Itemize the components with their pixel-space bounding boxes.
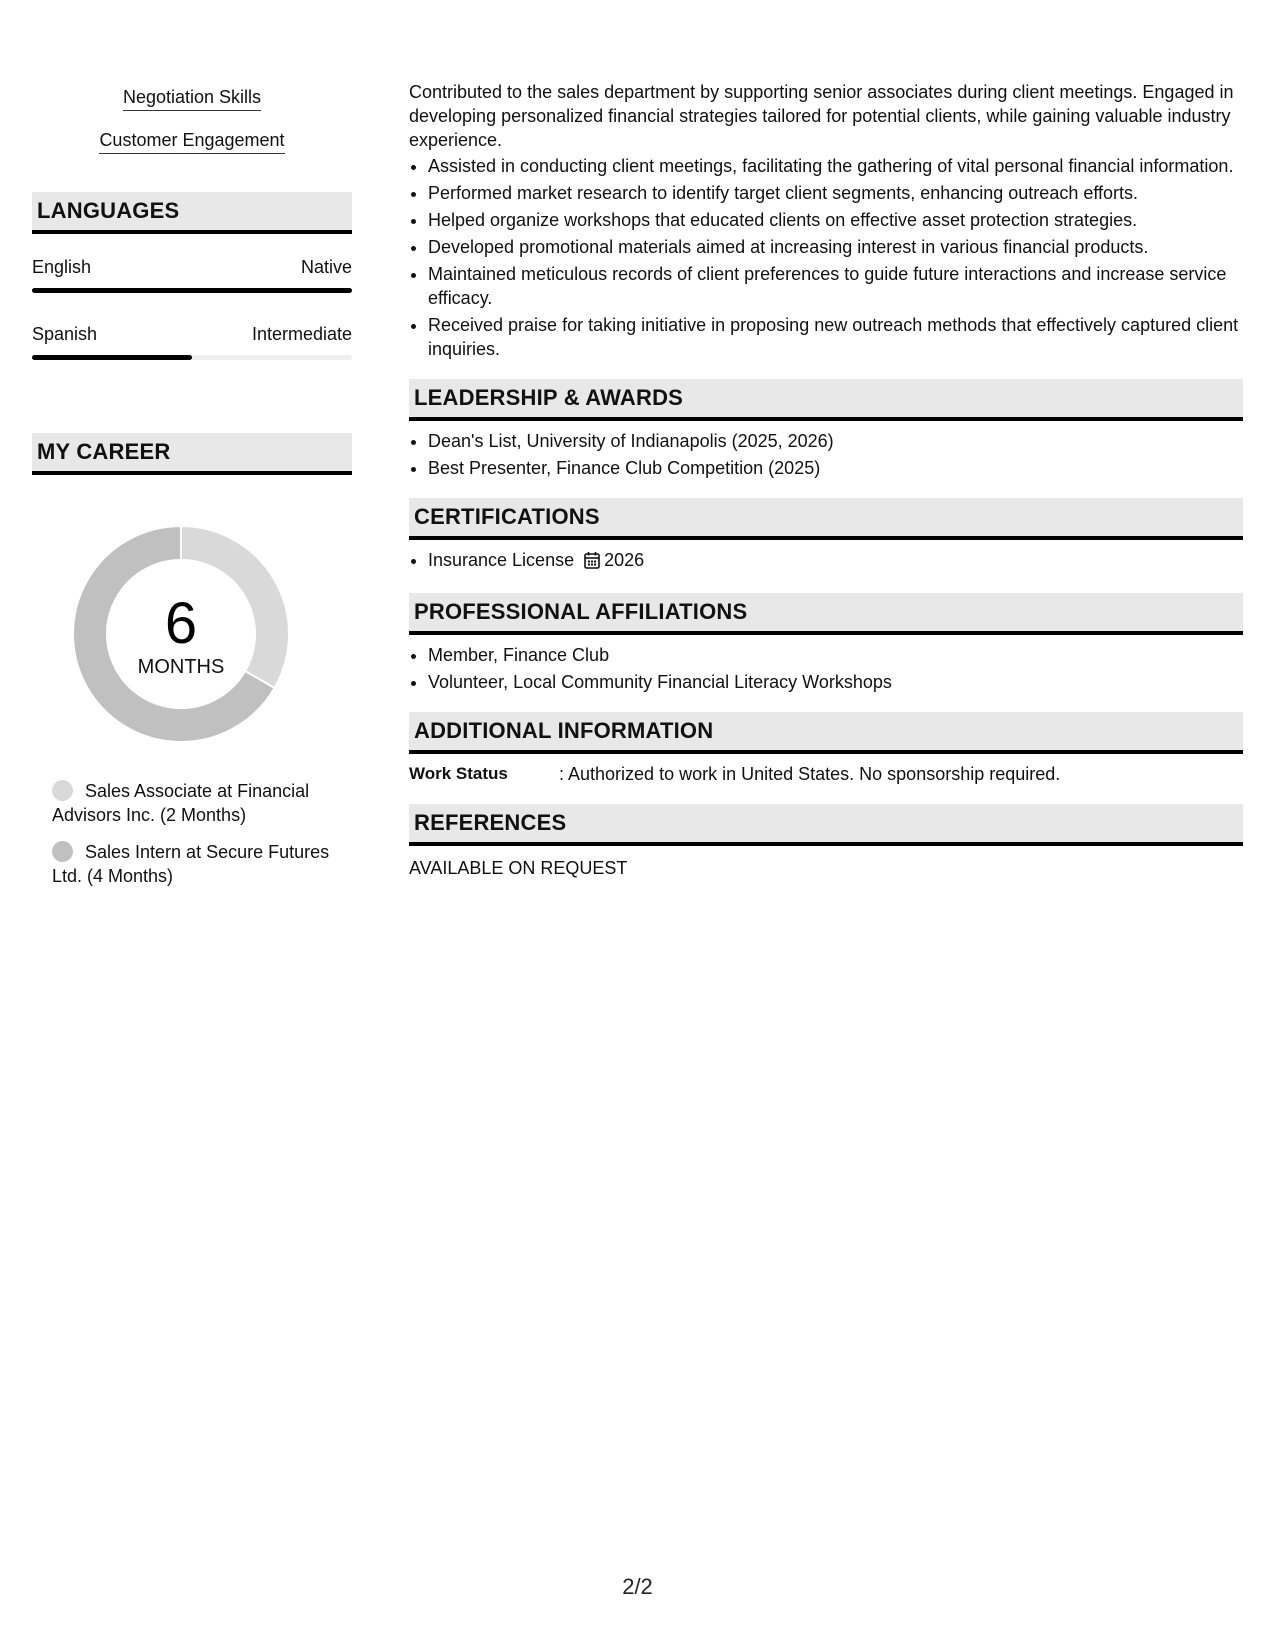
- language-spanish: [32, 323, 352, 360]
- skill-label: Customer Engagement: [99, 129, 284, 154]
- language-row: [32, 323, 352, 345]
- experience-bullets: [409, 154, 1243, 361]
- work-status-value: : Authorized to work in United States. No sponsorship required.: [559, 764, 1061, 784]
- certification-name: Insurance License: [428, 550, 575, 570]
- certification-year: 2026: [604, 550, 645, 570]
- language-name: Spanish: [32, 324, 98, 344]
- certifications-heading: CERTIFICATIONS: [409, 498, 1243, 540]
- list-item: • Volunteer, Local Community Financial Literacy Workshops: [428, 670, 1243, 694]
- additional-info-heading: ADDITIONAL INFORMATION: [409, 712, 1243, 754]
- language-english: [32, 256, 352, 293]
- career-entry-label: Sales Associate at Financial Advisors Inc. (2 Months): [52, 781, 310, 825]
- list-item: • Received praise for taking initiative in proposing new outreach methods that effectively captured client inquiries.: [428, 313, 1243, 361]
- left-column: [32, 86, 352, 901]
- page-number: 2/2: [622, 1574, 653, 1599]
- leadership-heading: LEADERSHIP & AWARDS: [409, 379, 1243, 421]
- language-proficiency-fill: [32, 288, 352, 293]
- language-row: [32, 256, 352, 278]
- skill-item: [32, 86, 352, 111]
- affiliations-list: [409, 643, 1243, 694]
- language-level: Intermediate: [251, 324, 352, 344]
- list-item: • Member, Finance Club: [428, 643, 1243, 667]
- skill-item: [32, 129, 352, 154]
- list-item: • Developed promotional materials aimed at increasing interest in various financial products.: [428, 235, 1243, 259]
- career-entry: [52, 840, 342, 888]
- calendar-icon: [584, 551, 600, 575]
- language-proficiency-fill: [32, 355, 192, 360]
- list-item: [428, 548, 1243, 575]
- career-donut-chart: [66, 519, 296, 749]
- language-name: English: [32, 257, 92, 277]
- work-status-label: Work Status: [409, 764, 508, 783]
- affiliations-heading: PROFESSIONAL AFFILIATIONS: [409, 593, 1243, 635]
- references-heading: REFERENCES: [409, 804, 1243, 846]
- language-proficiency-bar: [32, 355, 352, 360]
- right-column: [409, 80, 1243, 880]
- references-text: AVAILABLE ON REQUEST: [409, 858, 628, 878]
- list-item: • Best Presenter, Finance Club Competition (2025): [428, 456, 1243, 480]
- certifications-list: [409, 548, 1243, 575]
- list-item: • Performed market research to identify target client segments, enhancing outreach efforts.: [428, 181, 1243, 205]
- career-dot-icon: [52, 841, 73, 862]
- list-item: • Helped organize workshops that educated clients on effective asset protection strategies.: [428, 208, 1243, 232]
- skill-label: Negotiation Skills: [123, 86, 261, 111]
- career-unit: MONTHS: [137, 656, 225, 678]
- career-entry: [52, 779, 342, 827]
- career-legend: [32, 779, 352, 888]
- career-center-label: [66, 591, 296, 679]
- career-total: 6: [164, 591, 198, 656]
- language-proficiency-bar: [32, 288, 352, 293]
- language-level: Native: [300, 257, 352, 277]
- experience-intro: Contributed to the sales department by supporting senior associates during client meetings. Engaged in developing personalized financial strategies tailored for potential clients, while gaining valuable industry experience.: [409, 82, 1234, 150]
- list-item: • Dean's List, University of Indianapolis (2025, 2026): [428, 429, 1243, 453]
- work-status-row: [409, 762, 1243, 786]
- career-heading: MY CAREER: [32, 433, 352, 475]
- career-entry-label: Sales Intern at Secure Futures Ltd. (4 Months): [52, 842, 330, 886]
- leadership-list: [409, 429, 1243, 480]
- languages-heading: LANGUAGES: [32, 192, 352, 234]
- career-dot-icon: [52, 780, 73, 801]
- list-item: • Assisted in conducting client meetings, facilitating the gathering of vital personal financial information.: [428, 154, 1243, 178]
- list-item: • Maintained meticulous records of client preferences to guide future interactions and increase service efficacy.: [428, 262, 1243, 310]
